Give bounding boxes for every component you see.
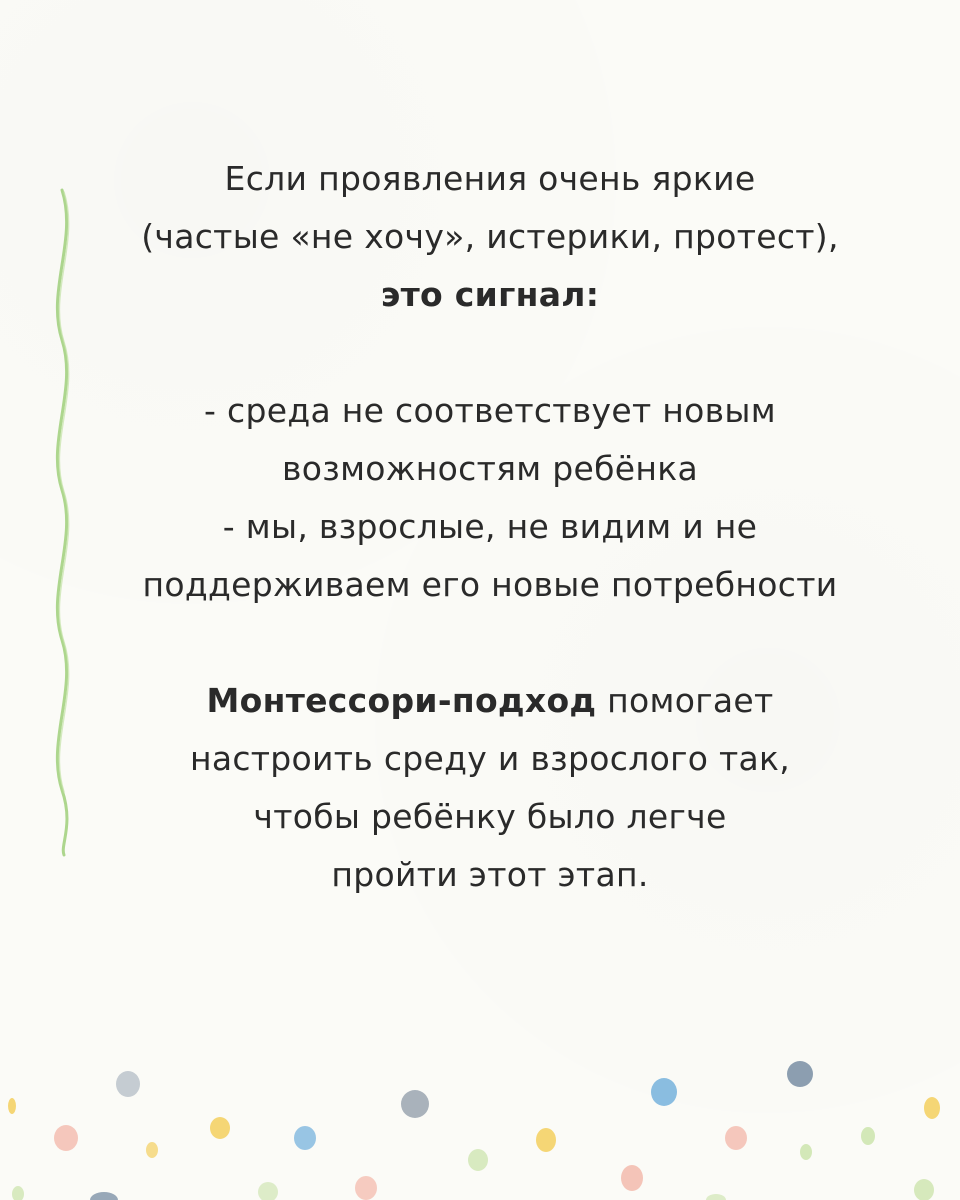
signal-item-2-line-1: - мы, взрослые, не видим и не bbox=[222, 507, 758, 546]
dot bbox=[914, 1179, 934, 1200]
dot bbox=[54, 1125, 78, 1151]
dot bbox=[8, 1098, 16, 1114]
dot bbox=[706, 1194, 726, 1200]
montessori-line-3: чтобы ребёнку было легче bbox=[253, 797, 727, 836]
intro-signal: это сигнал: bbox=[380, 275, 600, 314]
dot bbox=[468, 1149, 488, 1171]
dot bbox=[258, 1182, 278, 1200]
decorative-dots bbox=[0, 1040, 960, 1200]
main-text bbox=[70, 150, 910, 904]
signal-item-1-line-1: - среда не соответствует новым bbox=[204, 391, 776, 430]
dot bbox=[651, 1078, 677, 1106]
dot bbox=[294, 1126, 316, 1150]
dot bbox=[800, 1144, 812, 1160]
dot bbox=[924, 1097, 940, 1119]
montessori-term: Монтессори-подход bbox=[206, 681, 597, 720]
dot bbox=[90, 1192, 118, 1200]
spacer bbox=[70, 614, 910, 672]
dot bbox=[401, 1090, 429, 1118]
dot bbox=[146, 1142, 158, 1158]
dot bbox=[725, 1126, 747, 1150]
dot bbox=[536, 1128, 556, 1152]
signal-item-2-line-2: поддерживаем его новые потребности bbox=[142, 565, 838, 604]
montessori-line-4: пройти этот этап. bbox=[331, 855, 649, 894]
dot bbox=[621, 1165, 643, 1191]
montessori-line-2: настроить среду и взрослого так, bbox=[189, 739, 791, 778]
dot bbox=[116, 1071, 140, 1097]
signal-item-1-line-2: возможностям ребёнка bbox=[281, 449, 698, 488]
intro-line-1: Если проявления очень яркие bbox=[224, 159, 756, 198]
dot bbox=[787, 1061, 813, 1087]
spacer bbox=[70, 324, 910, 382]
dot bbox=[12, 1186, 24, 1200]
dot bbox=[861, 1127, 875, 1145]
intro-line-2: (частые «не хочу», истерики, протест), bbox=[141, 217, 839, 256]
montessori-line-1-rest: помогает bbox=[596, 681, 774, 720]
dot bbox=[355, 1176, 377, 1200]
dot bbox=[210, 1117, 230, 1139]
montessori-line-1 bbox=[70, 672, 910, 730]
